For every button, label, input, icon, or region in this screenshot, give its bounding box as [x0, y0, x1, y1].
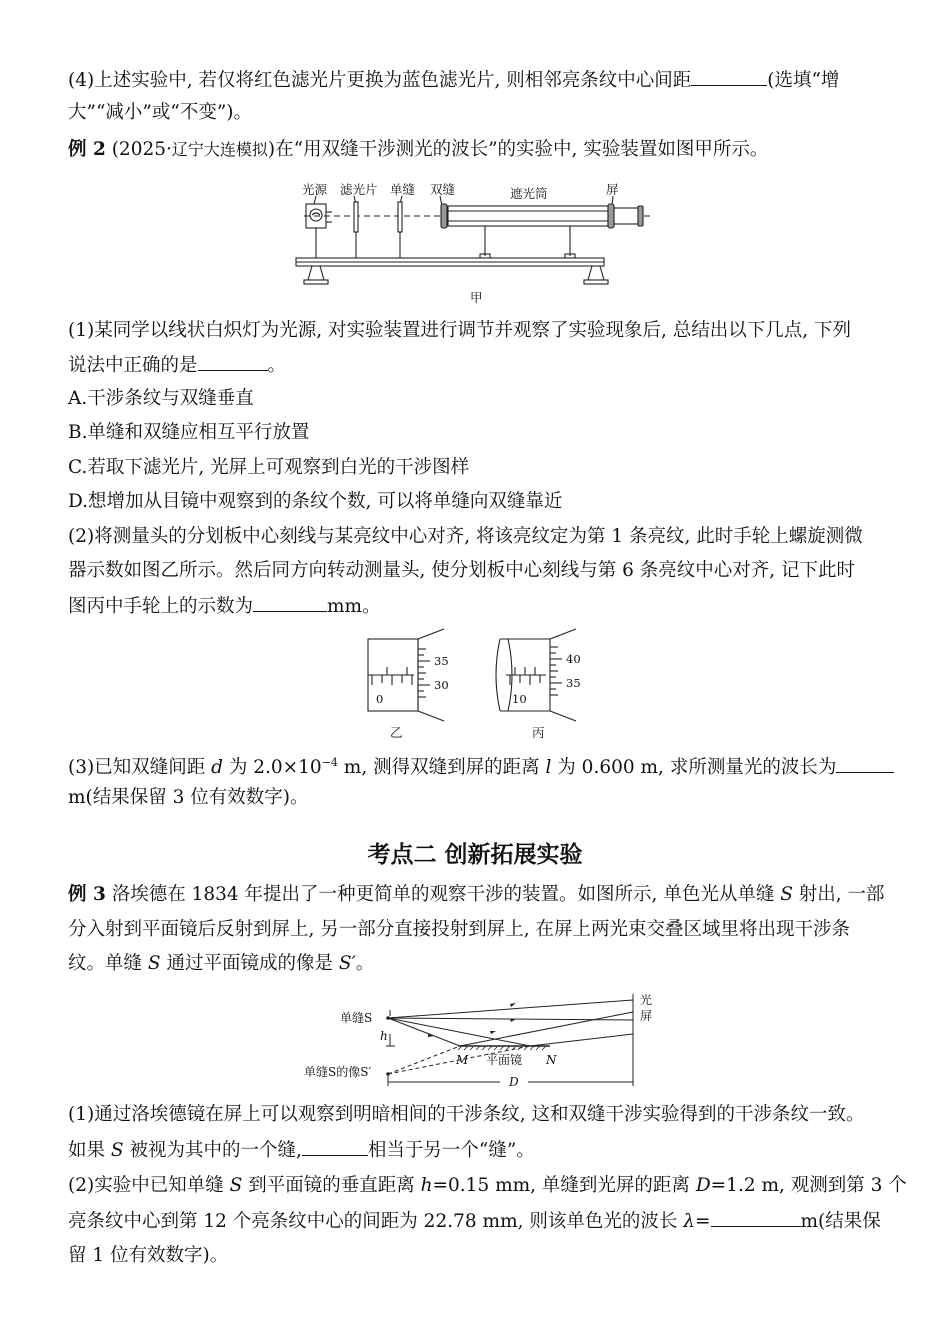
label-M: M	[456, 1053, 469, 1067]
figure-micrometer-readings	[360, 625, 600, 743]
ex3-p1-text: 如果	[68, 1140, 106, 1161]
ex3-p2-text5: 亮条纹中心到第 12 个亮条纹中心的间距为 22.78 mm, 则该单色光的波长	[68, 1211, 678, 1232]
ex2-p2-line3	[68, 593, 888, 620]
label-image-S-prime: 单缝S的像S′	[304, 1065, 372, 1079]
equals: =	[695, 1211, 711, 1232]
ex2-p2-unit: mm。	[327, 596, 381, 617]
option-c: C.若取下滤光片, 光屏上可观察到白光的干涉图样	[68, 457, 470, 478]
ex2-p2-text: 图丙中手轮上的示数为	[68, 596, 254, 617]
ex3-p2-line3: 留 1 位有效数字)。	[68, 1245, 229, 1266]
var-S-prime: S′	[338, 953, 356, 974]
ex3-p2-unit: m(结果保	[800, 1211, 881, 1232]
label-tube: 遮光筒	[510, 186, 548, 201]
ex2-p3-text2: m, 测得双缝到屏的距离	[337, 757, 540, 779]
example-label: 例 2	[68, 139, 106, 160]
ex3-text-end: 射出, 一部	[798, 884, 885, 905]
q4-line1	[68, 67, 888, 94]
ex3-p2-text: (2)实验中已知单缝	[68, 1175, 224, 1196]
ex2-p1-line1: (1)某同学以线状白炽灯为光源, 对实验装置进行调节并观察了实验现象后, 总结出以下几点, 下列	[68, 320, 851, 341]
figure-jia-caption: 甲	[470, 290, 483, 305]
label-light-source: 光源	[302, 182, 328, 197]
answer-blank[interactable]	[253, 593, 327, 612]
var-d: d	[211, 757, 223, 779]
option-d: D.想增加从目镜中观察到的条纹个数, 可以将单缝向双缝靠近	[68, 491, 563, 512]
answer-blank[interactable]	[691, 67, 767, 86]
bing-main-10: 10	[512, 692, 527, 706]
var-S: S	[110, 1140, 124, 1161]
ex2-intro	[68, 137, 888, 163]
yi-tick-30: 30	[434, 678, 449, 692]
section-title: 考点二 创新拓展实验	[367, 841, 583, 868]
label-screen-2: 屏	[640, 1009, 653, 1023]
q4-text-end: (选填“增	[767, 70, 840, 91]
ex3-p1-line2	[68, 1137, 888, 1164]
answer-blank[interactable]	[836, 754, 894, 773]
label-double-slit: 双缝	[430, 182, 456, 197]
figure-bing-caption: 丙	[532, 725, 545, 740]
label-slit-S: 单缝S	[340, 1011, 373, 1025]
figure-jia-apparatus	[290, 178, 670, 306]
ex3-p1-text2: 被视为其中的一个缝,	[129, 1140, 302, 1161]
ex3-end: 。	[355, 953, 375, 974]
label-N: N	[546, 1053, 557, 1067]
ex2-p1-end: 。	[267, 355, 287, 376]
ex2-p3-text: (3)已知双缝间距	[68, 757, 206, 779]
yi-tick-35: 35	[434, 654, 449, 668]
var-S: S	[780, 884, 793, 905]
example-label: 例 3	[68, 884, 106, 905]
option-a: A.干涉条纹与双缝垂直	[68, 388, 254, 409]
answer-blank[interactable]	[302, 1137, 368, 1156]
var-h: h	[420, 1175, 433, 1196]
ex3-p2-text3: =0.15 mm, 单缝到光屏的距离	[432, 1175, 690, 1196]
ex2-p3-text3: 为 0.600 m, 求所测量光的波长为	[557, 757, 837, 779]
figure-lloyd-mirror	[300, 990, 670, 1090]
var-S: S	[147, 953, 161, 974]
ex3-text2: 通过平面镜成的像是	[166, 953, 333, 974]
var-D: D	[695, 1175, 711, 1196]
ex3-p1-line1: (1)通过洛埃德镜在屏上可以观察到明暗相间的干涉条纹, 这和双缝干涉实验得到的干涉条纹一致。	[68, 1104, 865, 1125]
yi-main-0: 0	[376, 692, 384, 706]
option-b: B.单缝和双缝应相互平行放置	[68, 422, 310, 443]
bing-tick-35: 35	[566, 676, 581, 690]
ex3-line3	[68, 951, 888, 977]
ex2-p2-line1: (2)将测量头的分划板中心刻线与某亮纹中心对齐, 将该亮纹定为第 1 条亮纹, 此时手轮上螺旋测微	[68, 526, 863, 547]
q4-text: (4)上述实验中, 若仅将红色滤光片更换为蓝色滤光片, 则相邻亮条纹中心间距	[68, 70, 692, 91]
ex3-p1-end: 相当于另一个“缝”。	[367, 1140, 535, 1161]
ex2-p1-text: 说法中正确的是	[68, 355, 198, 376]
label-h: h	[380, 1029, 388, 1043]
ex3-p2-line1	[68, 1173, 907, 1199]
ex3-p2-line2	[68, 1208, 888, 1235]
ex3-line2: 分入射到平面镜后反射到屏上, 另一部分直接投射到屏上, 在屏上两光束交叠区域里将出现干涉条	[68, 919, 851, 940]
bing-tick-40: 40	[566, 652, 581, 666]
ex3-p2-text4: =1.2 m, 观测到第 3 个	[710, 1175, 907, 1196]
answer-blank[interactable]	[198, 352, 268, 371]
ex2-p3-line2: m(结果保留 3 位有效数字)。	[68, 787, 309, 808]
ex3-line1	[68, 882, 888, 908]
q4-line2: 大”“减小”或“不变”)。	[68, 102, 253, 123]
ex2-p3-line1	[68, 750, 888, 781]
label-screen: 屏	[606, 182, 619, 197]
ex2-p2-line2: 器示数如图乙所示。然后同方向转动测量头, 使分划板中心刻线与第 6 条亮纹中心对齐, 记下此时	[68, 560, 856, 581]
answer-blank[interactable]	[711, 1208, 801, 1227]
ex3-text: 纹。单缝	[68, 953, 143, 974]
ex2-rest: )在“用双缝干涉测光的波长”的实验中, 实验装置如图甲所示。	[267, 139, 769, 160]
label-single-slit: 单缝	[390, 182, 416, 197]
label-mirror: 平面镜	[486, 1053, 523, 1067]
ex2-source: 辽宁大连模拟	[171, 140, 268, 159]
figure-yi-caption: 乙	[390, 725, 403, 740]
exponent: −4	[321, 756, 338, 769]
label-D: D	[509, 1075, 519, 1089]
ex2-p3-value: 为 2.0×10	[228, 757, 322, 779]
var-S: S	[229, 1175, 243, 1196]
ex2-p1-line2	[68, 352, 888, 379]
ex3-text: 洛埃德在 1834 年提出了一种更简单的观察干涉的装置。如图所示, 单色光从单缝	[105, 884, 775, 905]
ex2-year: (2025·	[111, 139, 172, 160]
ex3-p2-text2: 到平面镜的垂直距离	[248, 1175, 415, 1196]
label-filter: 滤光片	[340, 182, 378, 197]
label-screen-1: 光	[640, 993, 653, 1007]
var-lambda: λ	[683, 1211, 695, 1232]
var-l: l	[545, 757, 552, 779]
